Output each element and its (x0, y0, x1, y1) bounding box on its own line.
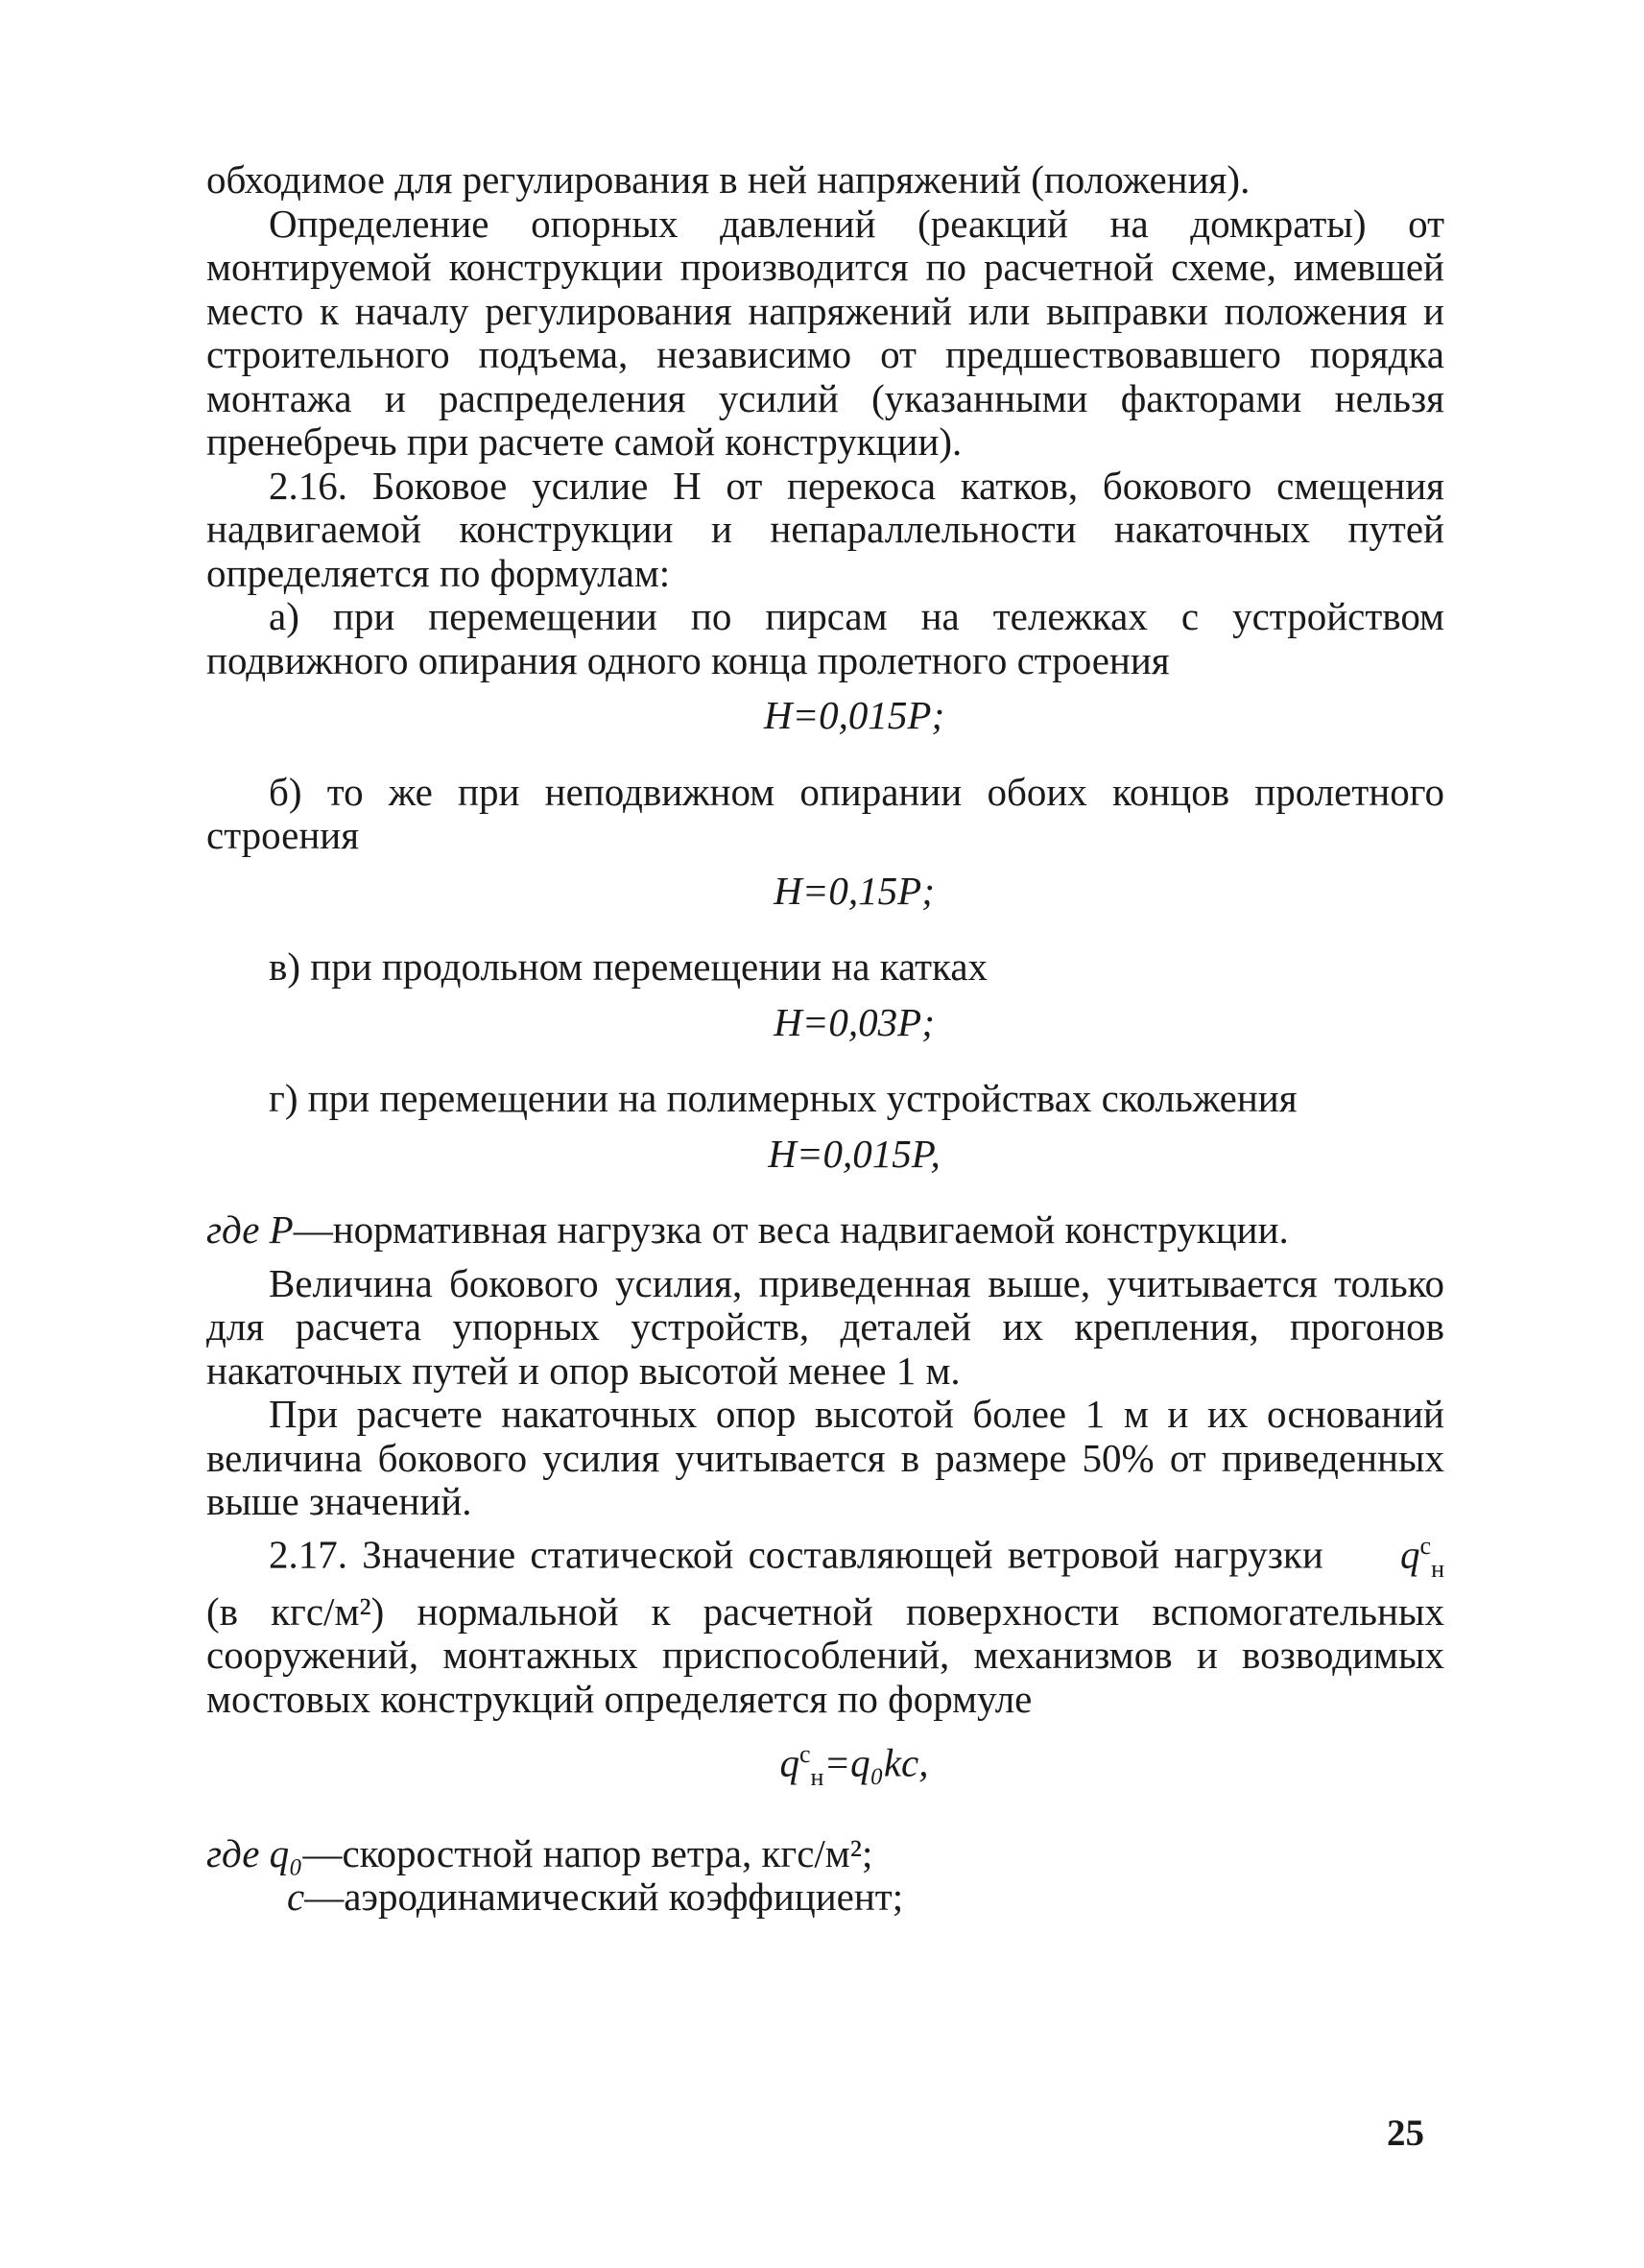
where-p-definition (206, 1208, 1444, 1253)
document-page (206, 158, 1444, 1920)
list-item-d: г) при перемещении на полимерных устройствах скольжения (269, 1076, 1298, 1120)
list-item-c: в) при продольном перемещении на катках (269, 944, 989, 989)
where-q0-prefix: где q₀ (206, 1830, 303, 1875)
paragraph-2-16: 2.16. Боковое усилие H от перекоса катков, бокового смещения надвигаемой конструкции и непараллельности накаточных путей определяется по формулам: (206, 463, 1444, 595)
page-number: 25 (1387, 2113, 1424, 2154)
where-c-definition (287, 1875, 1444, 1920)
where-c-text: —аэродинамический коэффициент; (304, 1874, 904, 1920)
formula-d: H=0,015P, (768, 1131, 941, 1176)
paragraph-continuation: обходимое для регулирования в ней напряжений (положения). (206, 157, 1251, 202)
paragraph-2-17-start: 2.17. Значение статической составляющей ветровой нагрузки (269, 1532, 1323, 1577)
where-c-prefix: c (287, 1874, 305, 1920)
where-q0-definition (206, 1832, 1444, 1876)
formula-a: H=0,015P; (763, 693, 945, 737)
paragraph-2-17-rest: (в кгс/м²) нормальной к расчетной поверхности вспомогательных сооружений, монтажных приспособлений, механизмов и возводимых мостовых конструкций определяется по формуле (206, 1588, 1444, 1721)
where-p-prefix: где P (206, 1207, 294, 1252)
paragraph-support-pressures: Определение опорных давлений (реакций на домкраты) от монтируемой конструкции производится по расчетной схеме, имевшей место к началу регулирования напряжений или выправки положения и строительного подъема, независимо от предшествовавшего порядка монтажа и распределения усилий (указанными факторами нельзя пренебречь при расчете самой конструкции). (206, 201, 1444, 464)
formula-c: H=0,03P; (774, 999, 935, 1044)
formula-wind: $q^с_н=q_0kc$, (779, 1740, 929, 1792)
paragraph-side-force-50: При расчете накаточных опор высотой более 1 м и их оснований величина бокового усилия учитывается в размере 50% от приведенных выше значений. (206, 1392, 1444, 1523)
list-item-a: а) при перемещении по пирсам на тележках с устройством подвижного опирания одного конца пролетного строения (206, 594, 1444, 682)
formula-b: H=0,15P; (774, 868, 935, 913)
paragraph-2-17 (206, 1524, 1444, 1722)
list-item-b: б) то же при неподвижном опирании обоих концов пролетного строения (206, 769, 1444, 857)
paragraph-side-force-usage: Величина бокового усилия, приведенная выше, учитывается только для расчета упорных устройств, деталей их крепления, прогонов накаточных путей и опор высотой менее 1 м. (206, 1260, 1444, 1393)
wind-load-symbol: $q^с_н$ (1400, 1531, 1445, 1583)
where-q0-text: —скоростной напор ветра, кгс/м²; (302, 1830, 873, 1875)
where-p-text: —нормативная нагрузка от веса надвигаемой конструкции. (293, 1207, 1289, 1252)
